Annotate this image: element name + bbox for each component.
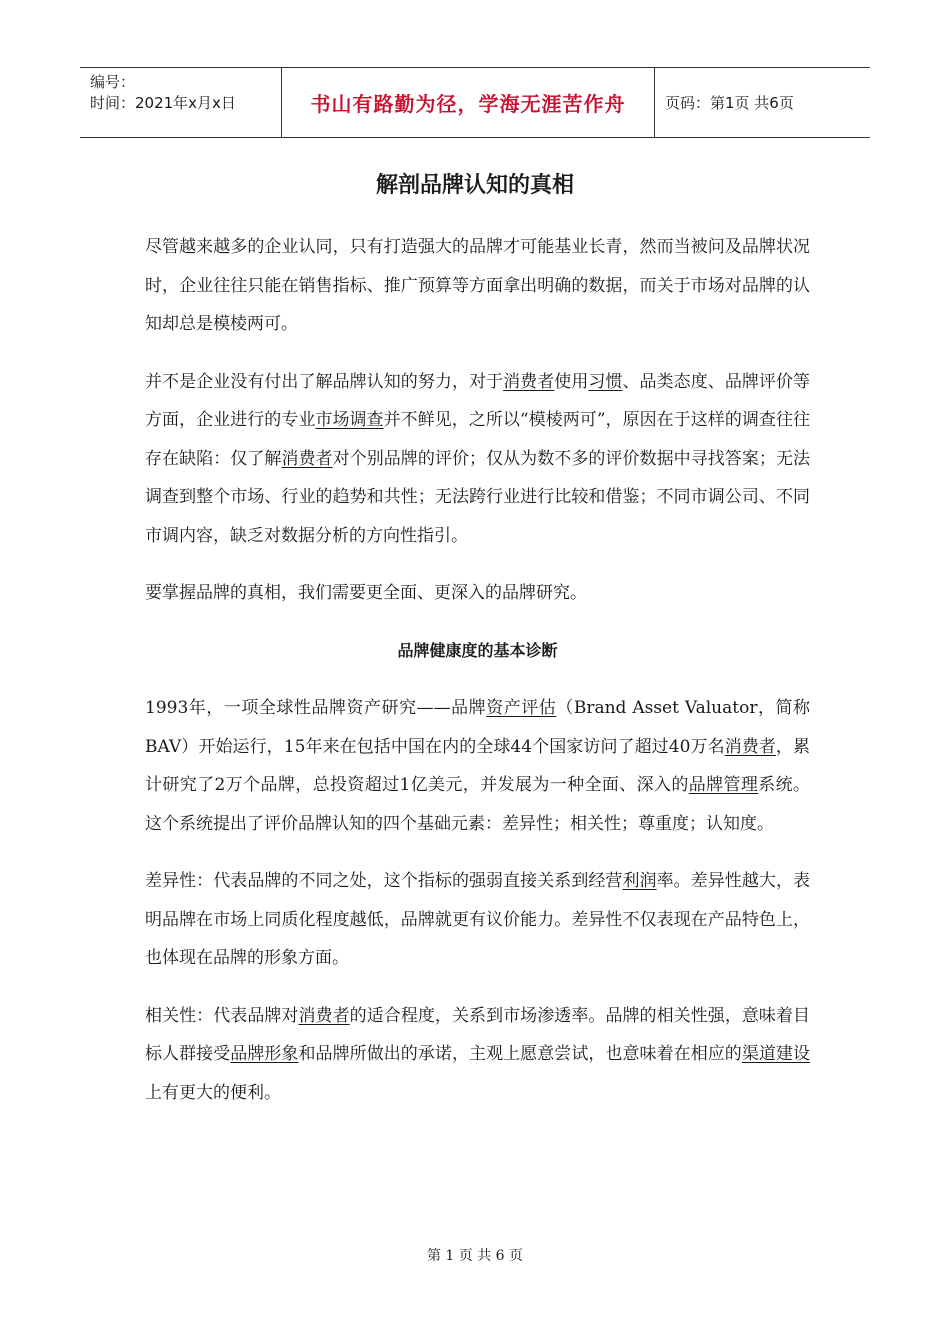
header-motto: 书山有路勤为径，学海无涯苦作舟 <box>282 68 655 137</box>
document-title: 解剖品牌认知的真相 <box>375 172 574 198</box>
text-span: 1993年，一项全球性品牌资产研究——品牌 <box>145 698 487 718</box>
paragraph-6 <box>145 997 810 1113</box>
text-span: ，累计研究了2万个品牌，总投资超过1亿美元，并发展为一种全面、深入的 <box>145 736 811 795</box>
header-meta <box>80 68 282 137</box>
paragraph-1: 尽管越来越多的企业认同，只有打造强大的品牌才可能基业长青，然而当被问及品牌状况时，企业往往只能在销售指标、推广预算等方面拿出明确的数据，而关于市场对品牌的认知却总是模棱两可。 <box>145 237 810 334</box>
text-span: 差异性：代表品牌的不同之处，这个指标的强弱直接关系到经营 <box>145 871 623 891</box>
text-span: （Brand Asset Valuator，简称BAV）开始运行，15年来在包括中国在内的全球44个国家访问了超过40万名 <box>145 698 811 757</box>
text-span: 并不是企业没有付出了解品牌认知的努力，对于 <box>145 371 504 392</box>
text-span: 对个别品牌的评价；仅从为数不多的评价数据中寻找答案；无法调查到整个市场、行业的趋势和共性；无法跨行业进行比较和借鉴；不同市调公司、不同市调内容，缺乏对数据分析的方向性指引。 <box>145 448 811 546</box>
document-body <box>145 228 810 1131</box>
link-channel-building[interactable]: 渠道建设 <box>741 1044 811 1064</box>
number-label: 编号： <box>90 73 136 91</box>
link-consumer[interactable]: 消费者 <box>724 736 776 757</box>
paragraph-2 <box>145 363 810 556</box>
link-consumer[interactable]: 消费者 <box>281 448 333 469</box>
page-footer: 第 1 页 共 6 页 <box>426 1248 524 1264</box>
link-consumer[interactable]: 消费者 <box>298 1005 350 1026</box>
paragraph-5 <box>145 862 810 978</box>
link-brand-image[interactable]: 品牌形象 <box>230 1044 299 1064</box>
header-page-info: 页码：第1页 共6页 <box>665 94 794 112</box>
text-span: 、品类态度、品牌评价等方面，企业进行的专业 <box>145 371 811 430</box>
paragraph-4 <box>145 689 810 843</box>
text-span: 上有更大的便利。 <box>145 1082 281 1103</box>
text-span: 并不鲜见，之所以“模棱两可”，原因在于这样的调查往往存在缺陷：仅了解 <box>145 410 811 469</box>
text-span: 和品牌所做出的承诺，主观上愿意尝试，也意味着在相应的 <box>298 1044 742 1064</box>
paragraph-3: 要掌握品牌的真相，我们需要更全面、更深入的品牌研究。 <box>145 583 587 603</box>
text-span: 使用 <box>554 371 589 392</box>
text-span: 率。差异性越大，表明品牌在市场上同质化程度越低，品牌就更有议价能力。差异性不仅表现在产品特色上，也体现在品牌的形象方面。 <box>145 871 811 968</box>
link-consumer[interactable]: 消费者 <box>503 371 555 392</box>
text-span: 相关性：代表品牌对 <box>145 1005 299 1026</box>
time-label: 时间：2021年x月x日 <box>90 94 236 112</box>
text-span: 的适合程度，关系到市场渗透率。品牌的相关性强，意味着目标人群接受 <box>145 1005 811 1064</box>
link-market-research[interactable]: 市场调查 <box>315 410 384 430</box>
link-asset-valuation[interactable]: 资产评估 <box>486 698 557 718</box>
link-profit[interactable]: 利润 <box>622 871 657 891</box>
section-subheading: 品牌健康度的基本诊断 <box>397 640 558 660</box>
text-span: 系统。这个系统提出了评价品牌认知的四个基础元素：差异性；相关性；尊重度；认知度。 <box>145 775 811 834</box>
document-header <box>80 67 870 138</box>
link-brand-management[interactable]: 品牌管理 <box>688 775 759 795</box>
link-habit[interactable]: 习惯 <box>588 371 623 392</box>
